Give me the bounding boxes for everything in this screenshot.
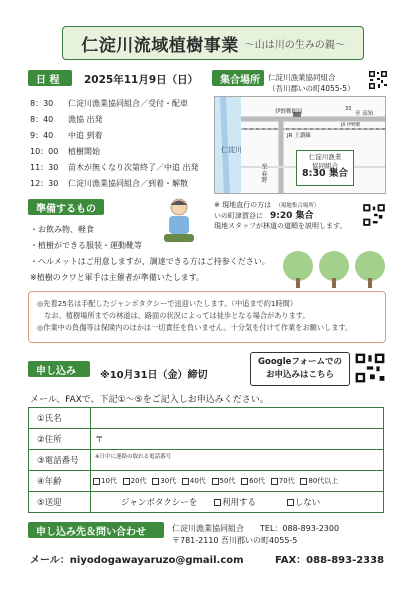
schedule-row: 12：30 仁淀川漁業協同組合／到着・解散 <box>30 179 188 188</box>
address-field[interactable] <box>91 429 384 450</box>
age-option[interactable]: 70代 <box>271 477 295 485</box>
phone-field[interactable] <box>91 450 384 471</box>
phone-label: ③電話番号 <box>29 450 91 471</box>
age-option[interactable]: 40代 <box>182 477 206 485</box>
bring-item: ・ヘルメットはご用意しますが、調達できる方はご持参ください。 <box>30 257 270 266</box>
schedule-row: 10：00 植樹開始 <box>30 147 100 156</box>
contact-address: 〒781-2110 吾川郡いの町4055-5 <box>172 536 298 545</box>
contact-tel: TEL：088-893-2300 <box>260 524 340 533</box>
notice-box <box>28 291 386 343</box>
age-option[interactable]: 30代 <box>152 477 176 485</box>
apply-label: 申し込み <box>28 361 90 377</box>
form-row-address <box>29 429 384 450</box>
notice-line: ◎作業中の負傷等は保険内のほかは一切責任を負いません。十分気を付けて作業をお願いします。 <box>37 323 353 332</box>
apply-instruction: メール、FAXで、下記①～⑤をご記入しお申込みください。 <box>30 395 269 405</box>
form-row-name <box>29 408 384 429</box>
age-option[interactable]: 80代以上 <box>300 477 338 485</box>
direct-time: 9:20 集合 <box>270 211 314 221</box>
meeting-address: （吾川郡いの町4055-5） <box>268 84 355 93</box>
schedule-label: 日 程 <box>28 70 72 86</box>
application-form <box>28 407 384 513</box>
schedule-row: 11：30 苗木が無くなり次第終了／中追 出発 <box>30 163 199 172</box>
age-option[interactable]: 20代 <box>123 477 147 485</box>
map-label-route: 33 <box>345 106 352 112</box>
qr-code-icon[interactable] <box>362 203 386 227</box>
meeting-org-name: 仁淀川漁業協同組合 <box>268 73 336 82</box>
meeting-place-label: 集合場所 <box>212 70 264 86</box>
direct-line1b: （現地集合場所） <box>278 203 320 209</box>
trees-illustration-icon <box>282 248 386 288</box>
contact-label: 申し込み先＆問い合わせ <box>28 522 164 538</box>
direct-line2a: いの町津賀谷に <box>214 212 263 220</box>
qr-code-icon[interactable] <box>354 352 386 384</box>
transport-no-option[interactable]: しない <box>287 498 321 508</box>
notice-line: なお、植樹場所までの林道は、路面の状況によっては徒歩となる場合があります。 <box>37 311 310 320</box>
map-label-to-kochi: 至 高知 <box>355 111 374 117</box>
direct-arrival-note <box>214 200 386 234</box>
age-options <box>91 471 384 492</box>
meeting-point-box <box>296 150 354 186</box>
event-date: 2025年11月9日（日） <box>84 74 199 86</box>
schedule-row: 8：40 漁協 出発 <box>30 115 103 124</box>
transport-label: ⑤送迎 <box>29 492 91 513</box>
map-label-post-office: 伊野郵便局 <box>275 109 303 115</box>
person-illustration-icon <box>158 196 200 244</box>
meet-box-line2: 協同組合 <box>312 161 338 170</box>
notice-line: ◎先着25名は手配したジャンボタクシーで送迎いたします。（中追まで約1時間） <box>37 299 298 308</box>
transport-yes-option[interactable]: 利用する <box>214 498 256 508</box>
transport-text: ジャンボタクシーを <box>121 498 198 508</box>
google-form-box[interactable] <box>250 352 350 386</box>
address-label: ②住所 <box>29 429 91 450</box>
age-label: ④年齢 <box>29 471 91 492</box>
contact-org: 仁淀川漁業協同組合 <box>172 524 244 533</box>
phone-note: ※日中に連絡の取れる電話番号 <box>95 454 172 460</box>
schedule-row: 9：40 中追 到着 <box>30 131 103 140</box>
contact-fax: FAX：088-893-2338 <box>275 555 385 566</box>
age-option[interactable]: 10代 <box>93 477 117 485</box>
google-form-line2: お申込みはこちら <box>265 370 334 380</box>
contact-line <box>30 551 384 566</box>
page-subtitle: ～山は川の生みの親～ <box>244 39 345 51</box>
age-option[interactable]: 50代 <box>212 477 236 485</box>
bring-item: ・お飲み物、軽食 <box>30 225 94 234</box>
direct-line3: 現地スタッフが林道の道順を説明します。 <box>214 222 347 230</box>
bring-item: ・植樹ができる服装・運動靴等 <box>30 241 142 250</box>
page-title: 仁淀川流域植樹事業 <box>81 35 239 56</box>
transport-options <box>91 492 384 513</box>
form-row-phone <box>29 450 384 471</box>
contact-org-block <box>172 523 339 547</box>
meeting-org <box>268 72 355 94</box>
title-banner <box>62 26 364 60</box>
form-row-transport <box>29 492 384 513</box>
bring-note: ※植樹のクワと軍手は主催者が準備いたします。 <box>30 273 205 282</box>
postal-mark: 〒 <box>95 435 104 445</box>
map-label-station: JR 伊野駅 <box>341 123 361 128</box>
name-label: ①氏名 <box>29 408 91 429</box>
meet-box-time: 8:30 集合 <box>302 168 348 179</box>
deadline: ※10月31日（金）締切 <box>100 370 208 381</box>
contact-email[interactable]: メール：niyodogawayaruzo@gmail.com <box>30 555 244 566</box>
schedule-row: 8：30 仁淀川漁業協同組合／受付・配車 <box>30 99 188 108</box>
map-label-river: 仁淀川 <box>221 146 242 154</box>
google-form-line1: Googleフォームでの <box>258 357 342 367</box>
map-label-haruno: 至 春野 <box>260 163 267 183</box>
meet-box-line1: 仁淀川漁業 <box>308 153 342 161</box>
qr-code-icon[interactable] <box>368 70 388 90</box>
map-label-jr-line: JR 土讃線 <box>287 133 311 139</box>
direct-line1a: ※ 現地直行の方は <box>214 201 272 209</box>
name-field[interactable] <box>91 408 384 429</box>
bring-label: 準備するもの <box>28 199 104 215</box>
age-option[interactable]: 60代 <box>241 477 265 485</box>
form-row-age <box>29 471 384 492</box>
